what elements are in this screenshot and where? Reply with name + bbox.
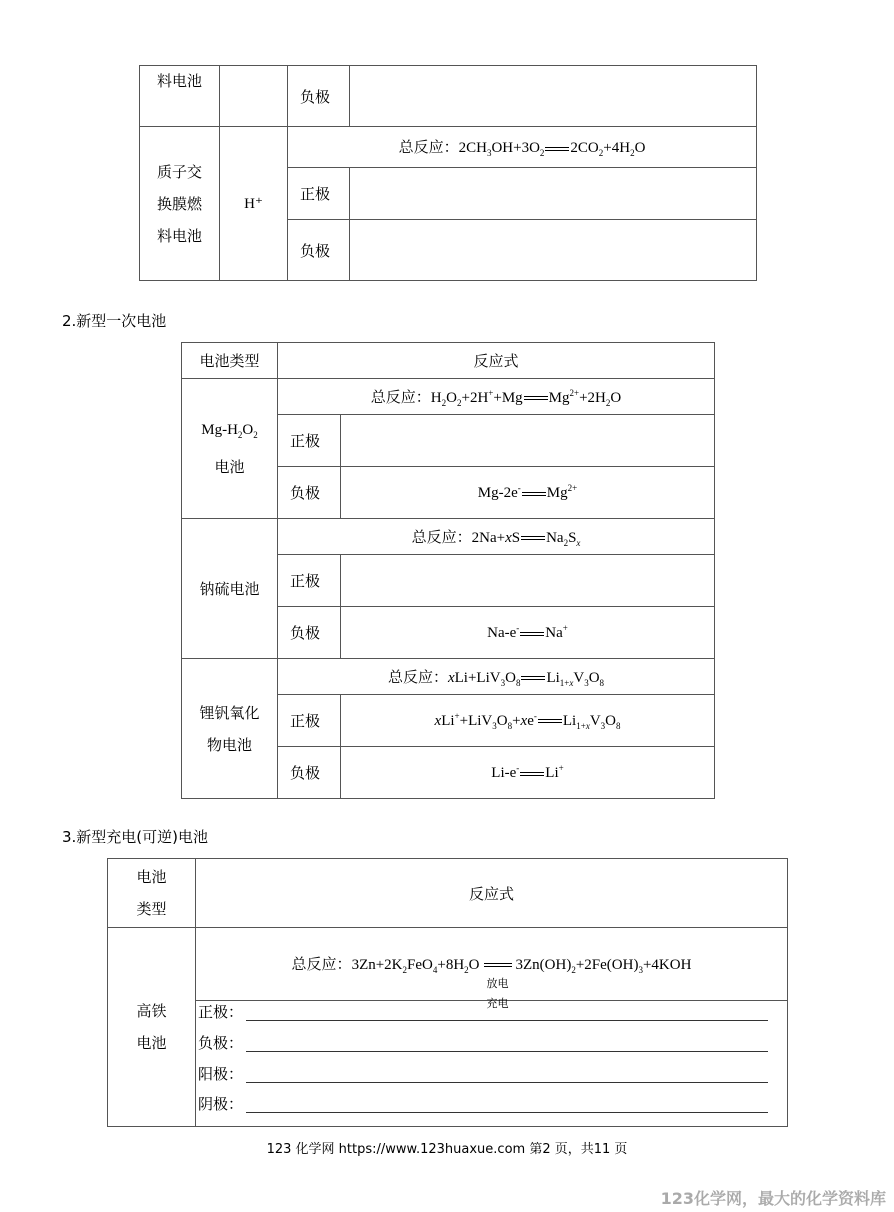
na-total-reaction: 总反应：2Na+xS $Na_2S_x$ (278, 519, 715, 555)
na-battery-name: 钠硫电池 (182, 519, 278, 659)
rechargeable-battery-table (107, 858, 788, 1127)
page-footer: 123 化学网 https://www.123huaxue.com 第2 页，共11 页 (266, 1142, 628, 1157)
neg-label: 负极 (288, 66, 350, 127)
neg-label: 负极 (278, 467, 341, 519)
battery-name-cont: 料电池 (140, 66, 220, 127)
li-total-reaction: 总反应：$xLi+LiV_3O_8$ $Li_{1+x}V_3O_8$ (278, 659, 715, 695)
pem-ion: H⁺ (220, 127, 288, 281)
section-heading-3: 3.新型充电(可逆)电池 (62, 828, 209, 846)
header-reaction: 反应式 (278, 343, 715, 379)
header-reaction: 反应式 (196, 859, 788, 928)
fe-battery-name: 高铁 电池 (108, 928, 196, 1127)
na-neg-reaction: Na-e- Na+ (341, 607, 715, 659)
pos-reaction-cell (341, 415, 715, 467)
pos-label: 正极 (278, 695, 341, 747)
pos-reaction-cell (341, 555, 715, 607)
blank-row-anode[interactable]: 阳极： (198, 1063, 768, 1085)
neg-label: 负极 (278, 607, 341, 659)
pos-reaction-cell (350, 168, 757, 220)
reversible-arrow: 放电 充电 (482, 948, 514, 982)
pos-label: 正极 (278, 415, 341, 467)
neg-label: 负极 (288, 220, 350, 281)
blank-row-cathode[interactable]: 阴极： (198, 1093, 768, 1115)
primary-battery-table (181, 342, 715, 799)
header-type: 电池 类型 (108, 859, 196, 928)
blank-row-pos[interactable]: 正极： (198, 1001, 768, 1023)
watermark: 123化学网，最大的化学资料库 (660, 1189, 886, 1208)
li-neg-reaction: Li-e- Li+ (341, 747, 715, 799)
neg-reaction-cell (350, 66, 757, 127)
fe-total-reaction: 总反应：$3Zn+2K_2FeO_4+8H_2O$ 放电 充电 $3Zn(OH)_2+2Fe(OH)_3+4KOH$ (196, 928, 787, 1001)
pos-label: 正极 (278, 555, 341, 607)
pem-battery-name: 质子交 换膜燃 料电池 (140, 127, 220, 281)
neg-reaction-cell (350, 220, 757, 281)
header-type: 电池类型 (182, 343, 278, 379)
mg-neg-reaction: Mg-2e- $Mg^{2+}$ (341, 467, 715, 519)
blank-row-neg[interactable]: 负极： (198, 1032, 768, 1054)
ion-cell (220, 66, 288, 127)
li-battery-name: 锂钒氧化 物电池 (182, 659, 278, 799)
fuel-cell-table (139, 65, 757, 281)
pem-total-reaction: 总反应：$2CH_3OH+3O_2$ $2CO_2+4H_2O$ (288, 127, 757, 168)
mg-total-reaction: 总反应：$H_2O_2+2H^++Mg$ $Mg^{2+}+2H_2O$ (278, 379, 715, 415)
section-heading-2: 2.新型一次电池 (62, 312, 167, 330)
li-pos-reaction: $xLi^++LiV_3O_8+xe^-$ $Li_{1+x}V_3O_8$ (341, 695, 715, 747)
pos-label: 正极 (288, 168, 350, 220)
neg-label: 负极 (278, 747, 341, 799)
mg-battery-name: $Mg-H_2O_2$ 电池 (182, 379, 278, 519)
